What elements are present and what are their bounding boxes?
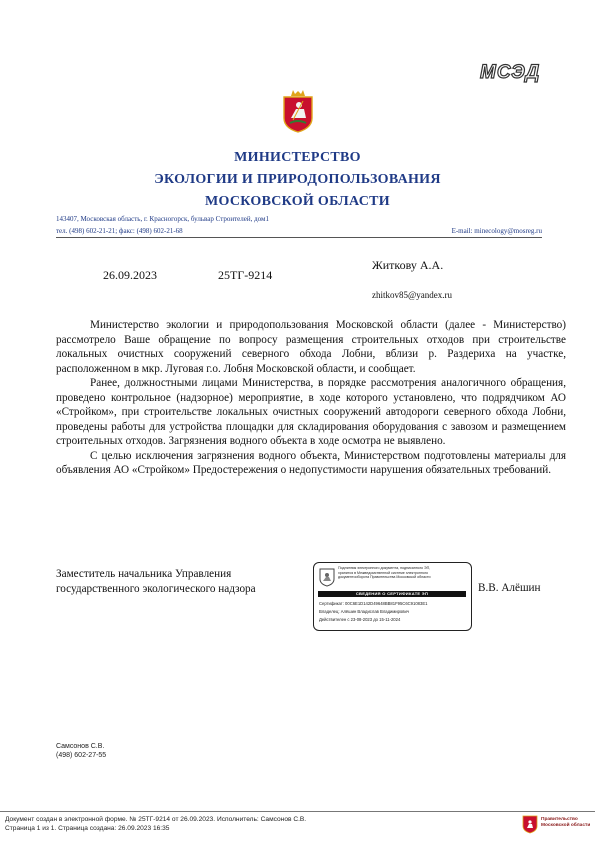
footer-line-2: Страница 1 из 1. Страница создана: 26.09.2023 16:35	[5, 825, 170, 832]
body-paragraph-2: Ранее, должностными лицами Министерства, в порядке рассмотрения аналогичного обращения, проведено контрольное (надзорное) мероприятие, в ходе которого установлено, что подрядчиком АО «Стройком», при строительстве локальных очистных сооружений автодороги северного обхода Лобни, проведены работы для устройства площадки для складирования оборудования с завозом и размещением строительных отходов. Загрязнения водного объекта в ходе осмотра не выявлено.	[56, 377, 566, 447]
body-paragraph-1: Министерство экологии и природопользования Московской области (далее - Министерство) рассмотрело Ваше обращение по вопросу размещения строительных отходов при строительстве локальных очистных сооружений северного обхода Лобни, вблизи р. Раздериха на участке, расположенном в мкр. Луговая г.о. Лобня Московской области, и сообщает.	[56, 319, 566, 375]
stamp-emblem-icon	[319, 567, 335, 587]
ministry-title-line-3: МОСКОВСКОЙ ОБЛАСТИ	[205, 194, 390, 209]
page-footer	[5, 815, 306, 833]
header-divider	[56, 237, 542, 238]
stamp-certificate: Сертификат: 00C6E1D142D49648BB81F95C6C91083E1	[319, 601, 428, 606]
stamp-header-line-1: Подлинник электронного документа, подписанного ЭП,	[338, 566, 431, 570]
signatory-position-line-2: государственного экологического надзора	[56, 582, 256, 595]
signatory-position	[56, 567, 256, 596]
msed-logo: МСЭД	[480, 62, 541, 83]
signatory-name: В.В. Алёшин	[478, 582, 541, 594]
executor-name: Самсонов С.В.	[56, 743, 105, 750]
ministry-phones: тел. (498) 602-21-21; факс: (498) 602-21-68	[56, 227, 183, 235]
electronic-signature-stamp	[313, 562, 472, 631]
letter-body	[56, 318, 566, 478]
stamp-owner: Владелец: Алёшин Владислав Владимирович	[319, 609, 410, 614]
footer-line-1: Документ создан в электронной форме. № 25ТГ-9214 от 26.09.2023. Исполнитель: Самсонов С.В.	[5, 816, 307, 823]
moscow-oblast-coat-of-arms-icon	[281, 88, 315, 134]
stamp-header-line-3: документооборота Правительства Московской области	[338, 575, 431, 580]
ministry-title-line-2: ЭКОЛОГИИ И ПРИРОДОПОЛЬЗОВАНИЯ	[154, 172, 441, 187]
letter-reg-number: 25ТГ-9214	[218, 268, 273, 282]
signatory-position-line-1: Заместитель начальника Управления	[56, 568, 232, 580]
letter-date: 26.09.2023	[103, 268, 157, 282]
ministry-email: E-mail: minecology@mosreg.ru	[451, 227, 542, 235]
government-emblem-icon	[522, 815, 538, 834]
government-label-line-2: Московской области	[541, 823, 591, 828]
recipient-email: zhitkov85@yandex.ru	[372, 290, 453, 300]
footer-divider	[0, 811, 595, 812]
executor-info	[56, 742, 106, 760]
body-paragraph-3: С целью исключения загрязнения водного объекта, Министерством подготовлены материалы для объявления АО «Стройком» Предостережения о недопустимости нарушения обязательных требований.	[56, 449, 566, 476]
ministry-address: 143407, Московская область, г. Красногорск, бульвар Строителей, дом1	[56, 215, 269, 223]
ministry-title-line-1: МИНИСТЕРСТВО	[234, 150, 361, 165]
government-label	[541, 817, 590, 829]
executor-phone: (498) 602-27-55	[56, 752, 107, 759]
stamp-header	[338, 566, 468, 580]
stamp-validity: Действителен с 23-08-2023 до 15-11-2024	[319, 617, 401, 622]
government-label-line-1: Правительство	[541, 817, 578, 822]
recipient-name: Житкову А.А.	[372, 258, 444, 272]
stamp-certificate-bar: СВЕДЕНИЯ О СЕРТИФИКАТЕ ЭП	[318, 591, 466, 597]
stamp-header-line-2: хранится в Межведомственной системе электронного	[338, 570, 429, 575]
